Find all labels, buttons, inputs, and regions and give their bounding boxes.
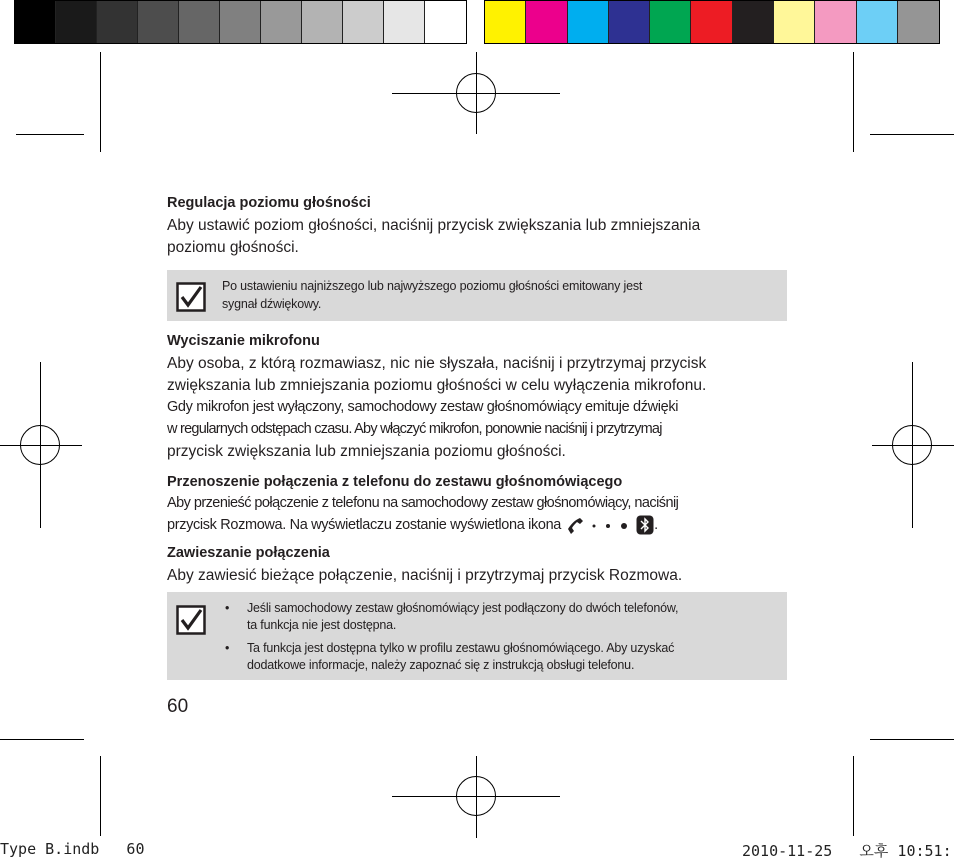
section-heading-transfer: Przenoszenie połączenia z telefonu do zestawu głośnomówiącego (167, 474, 623, 490)
volume-text-line: Aby ustawić poziom głośności, naciśnij przycisk zwiększania lub zmniejszania (167, 217, 701, 234)
page-number: 60 (167, 696, 189, 717)
color-swatch (733, 1, 774, 43)
gray-swatch (425, 1, 466, 43)
gray-swatch (15, 1, 56, 43)
bullet: • (225, 641, 230, 655)
mute-text-line: Aby osoba, z którą rozmawiasz, nic nie słyszała, naciśnij i przytrzymaj przycisk (167, 355, 707, 372)
note-box (167, 270, 787, 321)
gray-swatch (302, 1, 343, 43)
phone-icon (565, 515, 585, 535)
check-box-icon (176, 282, 206, 312)
registration-circle (892, 425, 932, 465)
section-heading-hold: Zawieszanie połączenia (167, 545, 330, 561)
crop-mark (16, 134, 84, 135)
color-swatch (898, 1, 939, 43)
gray-swatch (220, 1, 261, 43)
mute-text-line: zwiększania lub zmniejszania poziomu głośności w celu wyłączenia mikrofonu. (167, 377, 707, 394)
transfer-text-line (167, 515, 658, 537)
section-heading-volume: Regulacja poziomu głośności (167, 195, 371, 211)
bullet: • (225, 601, 230, 615)
grayscale-color-bar (14, 0, 467, 44)
note-list-item-line: ta funkcja nie jest dostępna. (247, 618, 397, 632)
registration-circle (456, 73, 496, 113)
color-swatch (526, 1, 567, 43)
color-swatch (485, 1, 526, 43)
color-swatch (857, 1, 898, 43)
note-list-item-line: dodatkowe informacje, należy zapoznać się z instrukcją obsługi telefonu. (247, 658, 635, 672)
mute-text-line: Gdy mikrofon jest wyłączony, samochodowy zestaw głośnomówiący emituje dźwięki (167, 399, 679, 415)
registration-circle (20, 425, 60, 465)
gray-swatch (384, 1, 425, 43)
note-text-line: Po ustawieniu najniższego lub najwyższego poziomu głośności emitowany jest (222, 279, 643, 293)
transfer-text-end: . (654, 517, 658, 533)
gray-swatch (97, 1, 138, 43)
footer-file-label: Type B.indb 60 (0, 840, 145, 858)
gray-swatch (261, 1, 302, 43)
connection-dots-icon (588, 515, 632, 535)
crop-mark (870, 739, 954, 740)
hold-text-line: Aby zawiesić bieżące połączenie, naciśnij i przytrzymaj przycisk Rozmowa. (167, 567, 683, 584)
footer-timestamp: 2010-11-25 오후 10:51: (742, 842, 952, 860)
gray-swatch (343, 1, 384, 43)
crop-mark (100, 756, 101, 836)
transfer-text: przycisk Rozmowa. Na wyświetlaczu zostanie wyświetlona ikona (167, 517, 562, 533)
note-list-item-line: Ta funkcja jest dostępna tylko w profilu zestawu głośnomówiącego. Aby uzyskać (247, 641, 675, 655)
color-swatch (609, 1, 650, 43)
mute-text-line: przycisk zwiększania lub zmniejszania poziomu głośności. (167, 443, 566, 460)
color-swatch (568, 1, 609, 43)
registration-circle (456, 776, 496, 816)
crop-mark (853, 52, 854, 152)
bluetooth-icon (636, 515, 654, 535)
note-text-line: sygnał dźwiękowy. (222, 297, 322, 311)
crop-mark (100, 52, 101, 152)
gray-swatch (179, 1, 220, 43)
crop-mark (870, 134, 954, 135)
process-color-bar (484, 0, 940, 44)
section-heading-mute: Wyciszanie mikrofonu (167, 333, 320, 349)
gray-swatch (56, 1, 97, 43)
transfer-text-line: Aby przenieść połączenie z telefonu na samochodowy zestaw głośnomówiący, naciśnij (167, 495, 679, 511)
volume-text-line: poziomu głośności. (167, 239, 299, 256)
note-list-item-line: Jeśli samochodowy zestaw głośnomówiący jest podłączony do dwóch telefonów, (247, 601, 679, 615)
gray-swatch (138, 1, 179, 43)
color-swatch (774, 1, 815, 43)
crop-mark (853, 756, 854, 836)
mute-text-line: w regularnych odstępach czasu. Aby włączyć mikrofon, ponownie naciśnij i przytrzymaj (167, 421, 662, 437)
crop-mark (0, 739, 84, 740)
color-swatch (691, 1, 732, 43)
color-swatch (650, 1, 691, 43)
note-box (167, 592, 787, 680)
check-box-icon (176, 605, 206, 635)
color-swatch (815, 1, 856, 43)
